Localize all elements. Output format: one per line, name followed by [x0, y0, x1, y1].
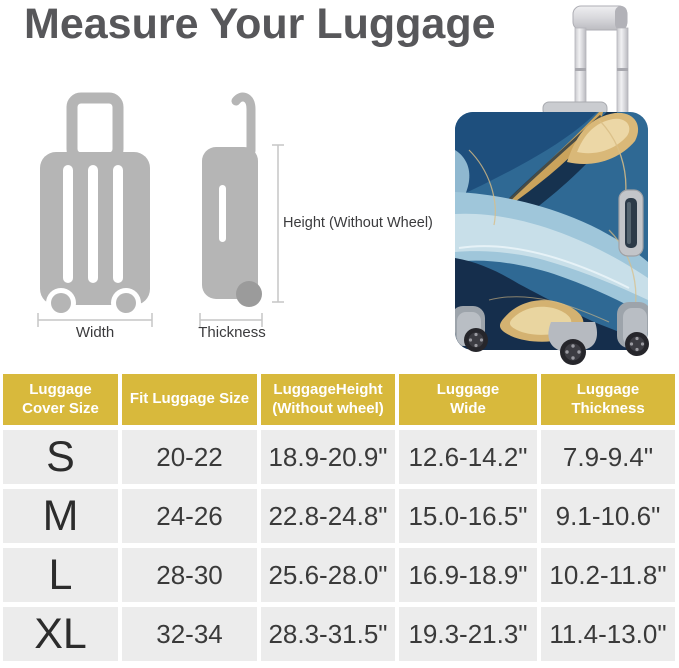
- header-fit-size: [122, 374, 257, 425]
- front-groove: [63, 165, 73, 283]
- header-line: Thickness: [571, 399, 645, 417]
- cell-fit: 20-22: [122, 430, 257, 484]
- cell-fit: 32-34: [122, 607, 257, 661]
- header-line: Luggage: [576, 380, 640, 398]
- cell-wide: 16.9-18.9": [399, 548, 537, 602]
- cell-wide: 15.0-16.5": [399, 489, 537, 543]
- front-trolley-handle: [72, 98, 118, 158]
- cell-wide: 19.3-21.3": [399, 607, 537, 661]
- cell-size: M: [3, 489, 118, 543]
- side-wheel: [236, 281, 262, 307]
- header-line: Fit Luggage Size: [129, 390, 250, 408]
- page-title: Measure Your Luggage: [24, 0, 496, 48]
- suitcase-product-photo: [449, 0, 679, 365]
- cell-thickness: 11.4-13.0": [541, 607, 675, 661]
- cell-size: L: [3, 548, 118, 602]
- front-wheel: [51, 293, 71, 313]
- telescopic-handle: [573, 6, 628, 114]
- side-body: [202, 147, 258, 299]
- header-wide: [399, 374, 537, 425]
- cell-thickness: 10.2-11.8": [541, 548, 675, 602]
- cell-height: 28.3-31.5": [261, 607, 395, 661]
- luggage-measurement-diagram: [20, 85, 320, 345]
- header-line: Cover Size: [22, 399, 99, 417]
- side-trolley-handle: [236, 97, 251, 151]
- cell-thickness: 9.1-10.6": [541, 489, 675, 543]
- cell-size: XL: [3, 607, 118, 661]
- header-line: Luggage: [29, 380, 92, 398]
- thickness-label: Thickness: [198, 324, 266, 341]
- header-thickness: [541, 374, 675, 425]
- front-groove: [113, 165, 123, 283]
- wheel-icon: [625, 332, 649, 356]
- side-carry-handle: [619, 190, 643, 256]
- height-label: Height (Without Wheel): [283, 215, 433, 231]
- wheel-icon: [560, 339, 586, 365]
- cell-height: 22.8-24.8": [261, 489, 395, 543]
- header-height: [261, 374, 395, 425]
- cell-height: 18.9-20.9": [261, 430, 395, 484]
- header-line: Luggage: [436, 380, 500, 398]
- cell-thickness: 7.9-9.4": [541, 430, 675, 484]
- side-groove: [219, 185, 226, 242]
- cell-fit: 24-26: [122, 489, 257, 543]
- header-line: (Without wheel): [272, 399, 384, 417]
- header-line: Wide: [450, 399, 486, 417]
- luggage-side-silhouette-icon: [202, 97, 262, 307]
- width-label: Width: [75, 324, 115, 341]
- cell-height: 25.6-28.0": [261, 548, 395, 602]
- wheel-icon: [464, 328, 488, 352]
- luggage-front-silhouette-icon: [40, 98, 150, 318]
- cell-wide: 12.6-14.2": [399, 430, 537, 484]
- header-cover-size: [3, 374, 118, 425]
- cell-fit: 28-30: [122, 548, 257, 602]
- size-chart-table: [3, 374, 675, 661]
- front-wheel: [116, 293, 136, 313]
- header-line: LuggageHeight: [273, 380, 383, 398]
- cell-size: S: [3, 430, 118, 484]
- front-groove: [88, 165, 98, 283]
